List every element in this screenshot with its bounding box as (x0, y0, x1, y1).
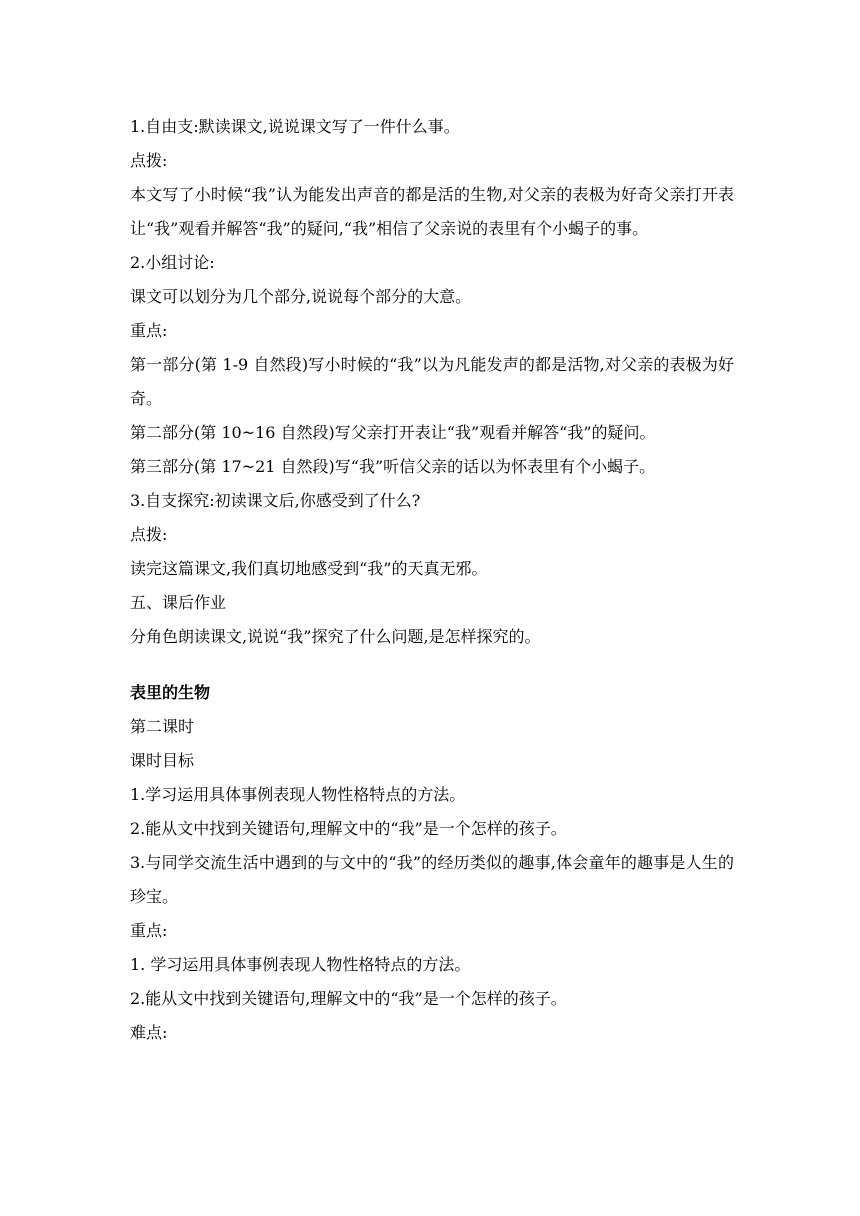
hint-paragraph: 本文写了小时候“我”认为能发出声音的都是活的生物,对父亲的表极为好奇父亲打开表让“我”观看并解答“我”的疑问,“我”相信了父亲说的表里有个小蝎子的事。 (130, 185, 734, 238)
lesson-session: 第二课时 (130, 717, 195, 736)
goals-label: 课时目标 (130, 751, 195, 770)
document-page (130, 110, 734, 1050)
part-3: 第三部分(第 17~21 自然段)写“我”听信父亲的话以为怀表里有个小蝎子。 (130, 457, 656, 476)
lesson-title: 表里的生物 (130, 683, 211, 702)
hint-text-2: 读完这篇课文,我们真切地感受到“我”的天真无邪。 (130, 559, 488, 578)
goal-2: 2.能从文中找到关键语句,理解文中的“我”是一个怎样的孩子。 (130, 819, 567, 838)
goal-3: 3.与同学交流生活中遇到的与文中的“我”的经历类似的趣事,体会童年的趣事是人生的珍宝。 (130, 853, 734, 906)
difficulty-label: 难点: (130, 1023, 168, 1042)
part-1: 第一部分(第 1-9 自然段)写小时候的“我”以为凡能发声的都是活物,对父亲的表极为好奇。 (130, 355, 734, 408)
task-3: 3.自支探究:初读课文后,你感受到了什么? (130, 491, 421, 510)
hint-label-2: 点拨: (130, 525, 168, 544)
task-1: 1.自由支:默读课文,说说课文写了一件什么事。 (130, 117, 460, 136)
section-gap (130, 654, 734, 676)
goal-1: 1.学习运用具体事例表现人物性格特点的方法。 (130, 785, 466, 804)
task-2: 2.小组讨论: (130, 253, 215, 272)
key-points-label: 重点: (130, 921, 168, 940)
part-2: 第二部分(第 10~16 自然段)写父亲打开表让“我”观看并解答“我”的疑问。 (130, 423, 656, 442)
task-2-text: 课文可以划分为几个部分,说说每个部分的大意。 (130, 287, 472, 306)
homework-title: 五、课后作业 (130, 593, 227, 612)
homework-text: 分角色朗读课文,说说“我”探究了什么问题,是怎样探究的。 (130, 627, 541, 646)
key-label: 重点: (130, 321, 168, 340)
hint-label: 点拨: (130, 151, 168, 170)
key-point-1: 1. 学习运用具体事例表现人物性格特点的方法。 (130, 955, 471, 974)
key-point-2: 2.能从文中找到关键语句,理解文中的“我”是一个怎样的孩子。 (130, 989, 567, 1008)
